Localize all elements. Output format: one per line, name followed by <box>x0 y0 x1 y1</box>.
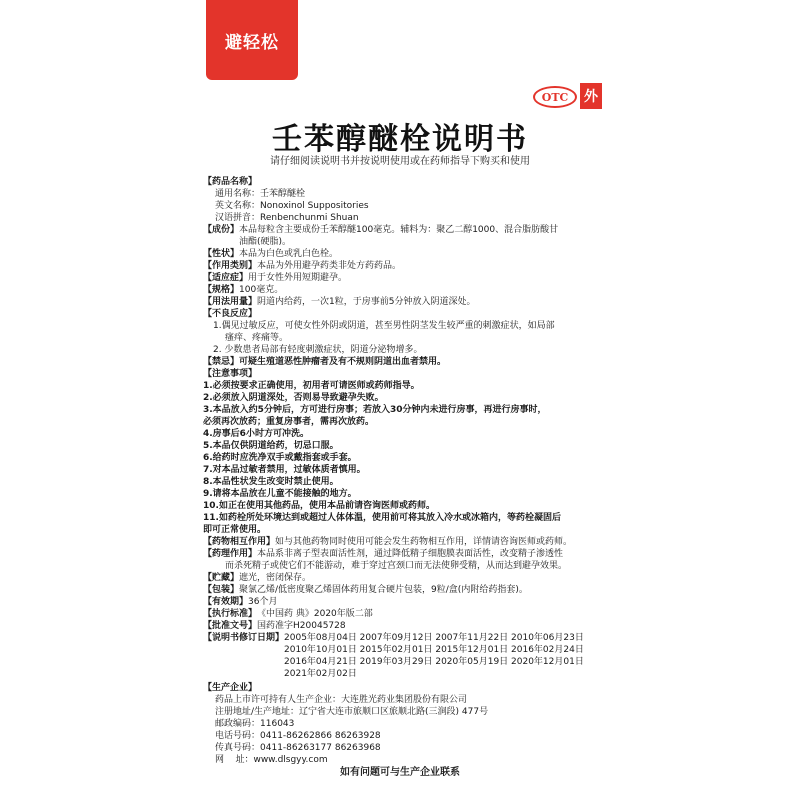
english-name-row <box>203 200 623 212</box>
general-name-row <box>203 188 623 200</box>
revision-section <box>203 632 623 680</box>
category-text: 本品为外用避孕药类非处方药药品。 <box>257 261 402 271</box>
precaution-4: 4.房事后6小时方可冲洗。 <box>203 429 309 439</box>
precaution-3-line-1: 3.本品放入约5分钟后，方可进行房事；若放入30分钟内未进行房事，再进行房事时， <box>203 405 547 415</box>
character-text: 本品为白色或乳白色栓。 <box>239 249 339 259</box>
composition-heading: 【成份】 <box>203 225 240 235</box>
revision-line-3: 2016年04月21日 2019年03月29日 2020年05月19日 2020年12月01日 <box>284 657 584 667</box>
precaution-1: 1.必须按要求正确使用，初用者可请医师或药师指导。 <box>203 381 420 391</box>
english-name-value: Nonoxinol Suppositories <box>260 201 369 211</box>
revision-line-2: 2010年10月01日 2015年02月01日 2015年12月01日 2016年02月24日 <box>284 645 584 655</box>
contra-text: 可疑生殖道恶性肿瘤者及有不规则阴道出血者禁用。 <box>239 357 447 367</box>
precautions-heading: 【注意事项】 <box>203 369 258 379</box>
interaction-heading: 【药物相互作用】 <box>203 537 276 547</box>
precaution-11-line-1: 11.如药栓所处环境达到或超过人体体温，使用前可将其放入冷水或冰箱内，等药栓凝固后 <box>203 513 561 523</box>
pinyin-label: 汉语拼音： <box>215 213 261 223</box>
address-value: 辽宁省大连市旅顺口区旅顺北路(三涧段) 477号 <box>299 707 489 717</box>
spec-heading: 【规格】 <box>203 285 240 295</box>
pharmacology-cont <box>203 560 623 572</box>
composition-line-1: 本品每粒含主要成份壬苯醇醚100毫克。辅料为：聚乙二醇1000、混合脂肪酸甘 <box>239 225 559 235</box>
standard-text: 《中国药 典》2020年版二部 <box>257 609 373 619</box>
package-text: 聚氯乙烯/低密度聚乙烯固体药用复合硬片包装，9粒/盒(内附给药指套)。 <box>239 585 528 595</box>
manufacturer-holder: 药品上市许可持有人生产企业：大连胜光药业集团股份有限公司 <box>215 695 468 705</box>
adverse-item-1-line-1: 1.偶见过敏反应，可使女性外阴或阴道，甚至男性阴茎发生较严重的刺激症状，如局部 <box>213 321 555 331</box>
pharmacology-line-2: 而杀死精子或使它们不能游动，难于穿过宫颈口而无法使卵受精，从而达到避孕效果。 <box>225 561 568 571</box>
usage-text: 阴道内给药，一次1粒，于房事前5分钟放入阴道深处。 <box>257 297 476 307</box>
page-title: 壬苯醇醚栓说明书 <box>272 122 528 157</box>
revision-heading: 【说明书修订日期】 <box>203 633 285 643</box>
fax-label: 传真号码： <box>215 743 261 753</box>
footer-contact-note: 如有问题可与生产企业联系 <box>340 767 460 778</box>
manufacturer-address-row <box>203 706 623 718</box>
phone-label: 电话号码： <box>215 731 261 741</box>
adverse-item-1-line-2: 瘙痒、疼痛等。 <box>225 333 289 343</box>
manufacturer-heading: 【生产企业】 <box>203 683 258 693</box>
precaution-5: 5.本品仅供阴道给药，切忌口服。 <box>203 441 339 451</box>
drug-name-heading-row <box>203 176 623 188</box>
adverse-item-2 <box>203 344 623 356</box>
website-label: 网 址： <box>215 755 254 765</box>
interaction-section <box>203 536 623 548</box>
precautions-heading-row <box>203 368 623 380</box>
pharmacology-heading: 【药理作用】 <box>203 549 258 559</box>
postcode-label: 邮政编码： <box>215 719 261 729</box>
precaution-10: 10.如正在使用其他药品，使用本品前请咨询医师或药师。 <box>203 501 435 511</box>
adverse-heading-row <box>203 308 623 320</box>
brand-logo-text: 避轻松 <box>225 32 279 53</box>
approval-text: 国药准字H20045728 <box>257 621 346 631</box>
indications-heading: 【适应症】 <box>203 273 249 283</box>
fax-row <box>203 742 623 754</box>
drug-name-heading: 【药品名称】 <box>203 177 258 187</box>
website-value: www.dlsgyy.com <box>253 755 328 765</box>
manufacturer-holder-row <box>203 694 623 706</box>
contra-heading: 【禁忌】 <box>203 357 240 367</box>
precaution-6: 6.给药时应洗净双手或戴指套或手套。 <box>203 453 357 463</box>
otc-badge: OTC <box>533 86 577 108</box>
interaction-text: 如与其他药物同时使用可能会发生药物相互作用，详情请咨询医师或药师。 <box>275 537 573 547</box>
usage-section <box>203 296 623 308</box>
storage-text: 遮光，密闭保存。 <box>239 573 312 583</box>
category-heading: 【作用类别】 <box>203 261 258 271</box>
indications-section <box>203 272 623 284</box>
validity-heading: 【有效期】 <box>203 597 249 607</box>
category-section <box>203 260 623 272</box>
approval-section <box>203 620 623 632</box>
standard-heading: 【执行标准】 <box>203 609 258 619</box>
general-name-value: 壬苯醇醚栓 <box>260 189 306 199</box>
storage-heading: 【贮藏】 <box>203 573 240 583</box>
adverse-item-2-text: 2. 少数患者局部有轻度刺激症状，阴道分泌物增多。 <box>213 345 423 355</box>
fax-value: 0411-86263177 86263968 <box>260 743 381 753</box>
english-name-label: 英文名称： <box>215 201 261 211</box>
character-section <box>203 248 623 260</box>
indications-text: 用于女性外用短期避孕。 <box>248 273 348 283</box>
spec-text: 100毫克。 <box>239 285 284 295</box>
package-heading: 【包装】 <box>203 585 240 595</box>
usage-heading: 【用法用量】 <box>203 297 258 307</box>
storage-section <box>203 572 623 584</box>
phone-value: 0411-86262866 86263928 <box>260 731 381 741</box>
composition-section <box>203 224 623 248</box>
address-label: 注册地址/生产地址： <box>215 707 300 717</box>
adverse-item-1-cont <box>203 332 623 344</box>
general-name-label: 通用名称： <box>215 189 261 199</box>
external-use-badge: 外 <box>580 83 602 109</box>
pharmacology-line-1: 本品系非离子型表面活性剂，通过降低精子细胞膜表面活性，改变精子渗透性 <box>257 549 564 559</box>
brand-logo <box>206 0 298 80</box>
pharmacology-section <box>203 548 623 560</box>
contra-section <box>203 356 623 368</box>
approval-heading: 【批准文号】 <box>203 621 258 631</box>
composition-line-2: 油酯(硬脂)。 <box>239 237 292 247</box>
leaflet-body <box>203 176 623 766</box>
precaution-3-line-2: 必须再次放药；重复房事者，需再次放药。 <box>203 417 375 427</box>
postcode-value: 116043 <box>260 719 295 729</box>
validity-text: 36个月 <box>248 597 278 607</box>
standard-section <box>203 608 623 620</box>
manufacturer-heading-row <box>203 682 623 694</box>
page-subtitle: 请仔细阅读说明书并按说明使用或在药师指导下购买和使用 <box>270 156 530 167</box>
adverse-item-1 <box>203 320 623 332</box>
package-section <box>203 584 623 596</box>
precaution-9: 9.请将本品放在儿童不能接触的地方。 <box>203 489 357 499</box>
precaution-2: 2.必须放入阴道深处，否则易导致避孕失败。 <box>203 393 384 403</box>
adverse-heading: 【不良反应】 <box>203 309 258 319</box>
phone-row <box>203 730 623 742</box>
spec-section <box>203 284 623 296</box>
revision-line-1: 2005年08月04日 2007年09月12日 2007年11月22日 2010年06月23日 <box>284 633 584 643</box>
revision-line-4: 2021年02月02日 <box>284 669 357 679</box>
precaution-11-line-2: 即可正常使用。 <box>203 525 267 535</box>
postcode-row <box>203 718 623 730</box>
precaution-7: 7.对本品过敏者禁用，过敏体质者慎用。 <box>203 465 366 475</box>
precaution-8: 8.本品性状发生改变时禁止使用。 <box>203 477 339 487</box>
pinyin-value: Renbenchunmi Shuan <box>260 213 359 223</box>
pinyin-row <box>203 212 623 224</box>
character-heading: 【性状】 <box>203 249 240 259</box>
validity-section <box>203 596 623 608</box>
